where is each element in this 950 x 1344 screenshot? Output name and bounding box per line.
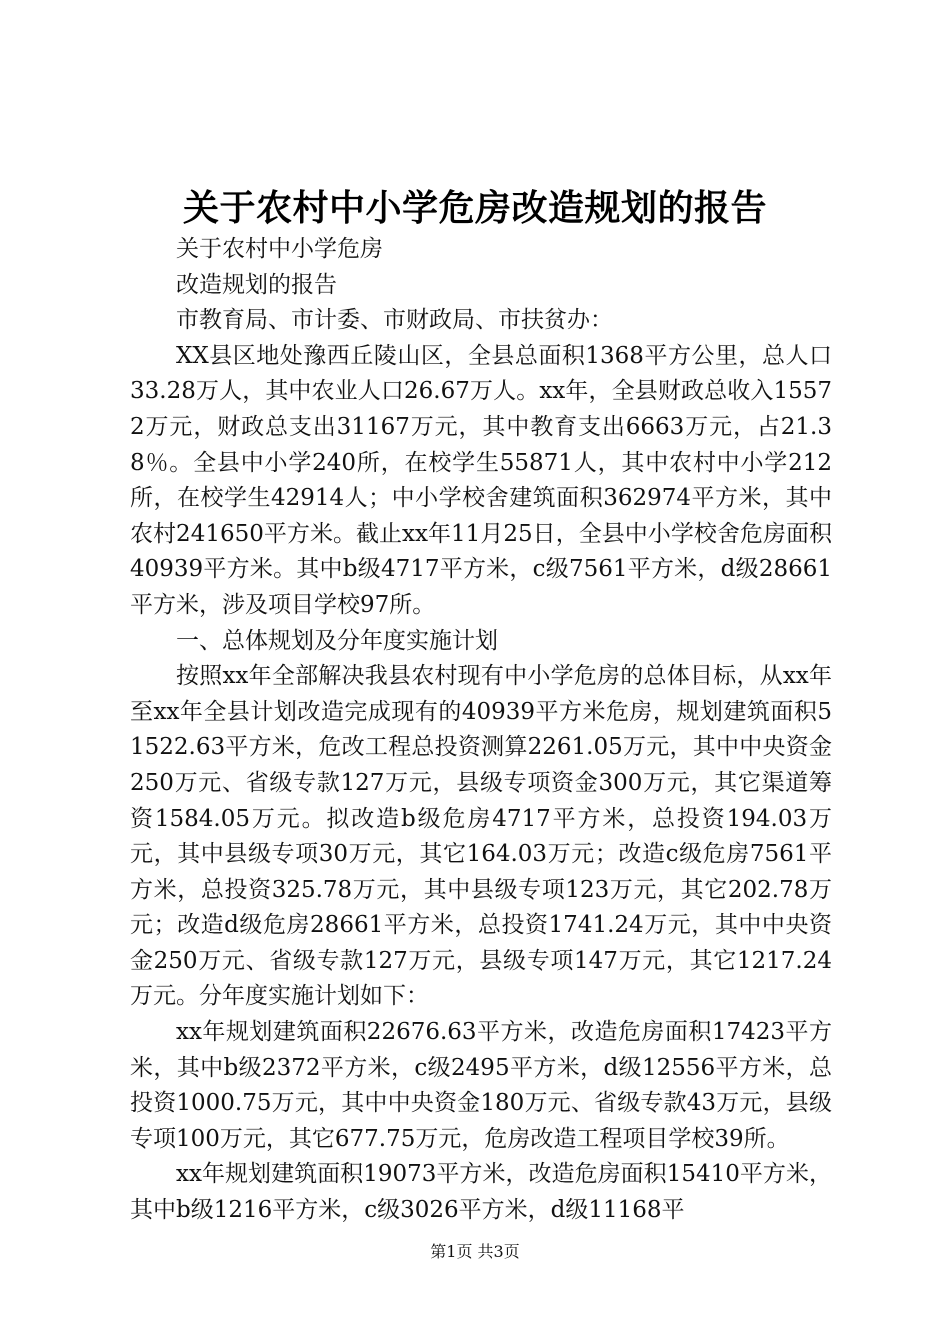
paragraph-plan: 按照xx年全部解决我县农村现有中小学危房的总体目标，从xx年至xx年全县计划改造完成现有的40939平方米危房，规划建筑面积51522.63平方米，危改工程总投资测算2261.05万元，其中中央资金250万元、省级专款127万元，县级专项资金300万元，其它渠道筹资1584.05万元。拟改造b级危房4717平方米，总投资194.03万元，其中县级专项30万元，其它164.03万元；改造c级危房7561平方米，总投资325.78万元，其中县级专项123万元，其它202.78万元；改造d级危房28661平方米，总投资1741.24万元，其中中央资金250万元、省级专款127万元，县级专项147万元，其它1217.24万元。分年度实施计划如下： [130,663,832,1010]
paragraph-heading-line-1: 关于农村中小学危房 [176,236,383,262]
paragraph-heading-line-2: 改造规划的报告 [176,271,337,298]
paragraph-overview: XX县区地处豫西丘陵山区，全县总面积1368平方公里，总人口33.28万人，其中农业人口26.67万人。xx年，全县财政总收入15572万元，财政总支出31167万元，其中教育支出6663万元，占21.38％。全县中小学240所，在校学生55871人，其中农村中小学212所，在校学生42914人；中小学校舍建筑面积362974平方米，其中农村241650平方米。截止xx年11月25日，全县中小学校舍危房面积40939平方米。其中b级4717平方米，c级7561平方米，d级28661平方米，涉及项目学校97所。 [130,342,832,618]
paragraph-addressee: 市教育局、市计委、市财政局、市扶贫办： [176,307,613,334]
paragraph-year-2: xx年规划建筑面积19073平方米，改造危房面积15410平方米，其中b级1216平方米，c级3026平方米，d级11168平 [130,1161,832,1224]
page-number-footer: 第1页 共3页 [430,1242,520,1261]
document-title: 关于农村中小学危房改造规划的报告 [182,187,767,229]
section-heading-1: 一、总体规划及分年度实施计划 [176,627,498,654]
paragraph-year-1: xx年规划建筑面积22676.63平方米，改造危房面积17423平方米，其中b级2372平方米，c级2495平方米，d级12556平方米，总投资1000.75万元，其中中央资金180万元、省级专款43万元，县级专项100万元，其它677.75万元，危房改造工程项目学校39所。 [130,1019,832,1152]
document-body [130,232,832,1229]
